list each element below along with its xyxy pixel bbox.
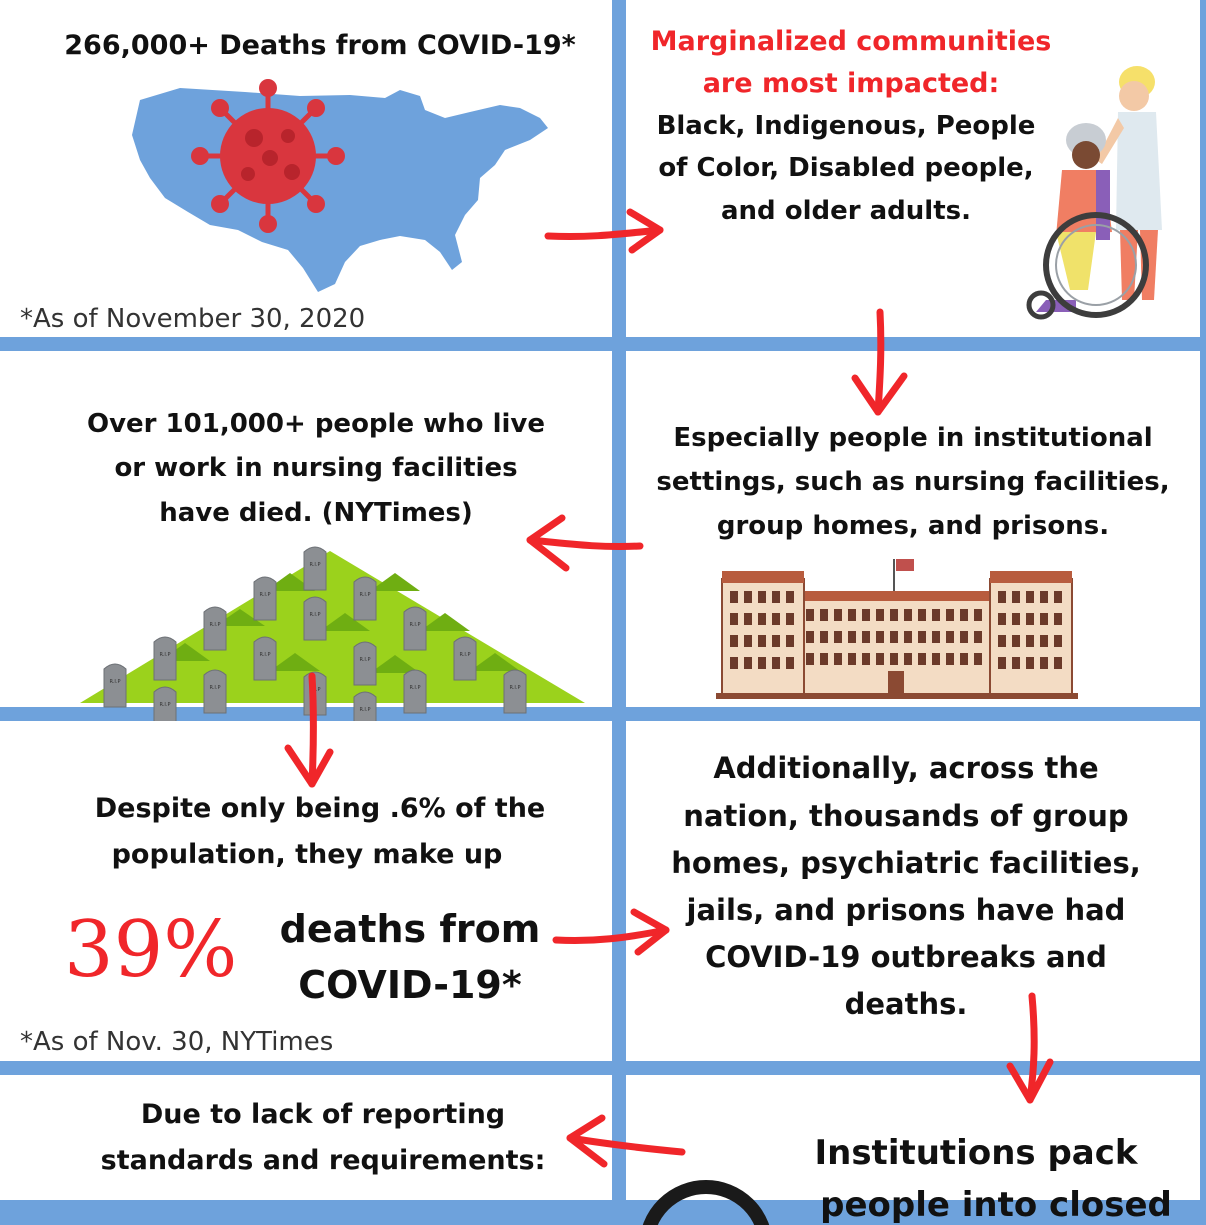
stat-line-1: deaths from: [279, 907, 541, 951]
panel8-line-2: people into closed: [820, 1185, 1172, 1225]
building-window: [820, 653, 828, 665]
tombstone: [454, 637, 476, 680]
tombstone: [304, 672, 326, 715]
tombstone: [404, 670, 426, 713]
panel6-line-1: Additionally, across the: [713, 751, 1099, 785]
tombstone: [254, 637, 276, 680]
building-window: [806, 653, 814, 665]
building-window: [806, 631, 814, 643]
panel2-body-2: of Color, Disabled people,: [658, 153, 1034, 183]
tombstone-grid: [0, 351, 612, 713]
building-window: [744, 613, 752, 625]
building-window: [834, 609, 842, 621]
building-window: [890, 653, 898, 665]
svg-text:R.I.P: R.I.P: [409, 622, 421, 628]
tombstone: [354, 577, 376, 620]
caregiver-wheelchair-illustration: [626, 0, 1200, 337]
building-window: [1012, 657, 1020, 669]
svg-text:R.I.P: R.I.P: [309, 612, 321, 618]
panel6-line-5: COVID-19 outbreaks and: [705, 940, 1107, 974]
panel6-line-2: nation, thousands of group: [683, 799, 1129, 833]
big-stat: 39%: [64, 905, 238, 995]
building-window: [1040, 657, 1048, 669]
panel-reporting: [0, 1075, 612, 1200]
building-window: [890, 631, 898, 643]
building-window: [1054, 613, 1062, 625]
building-window: [1026, 657, 1034, 669]
building-window: [786, 591, 794, 603]
panel6-line-4: jails, and prisons have had: [686, 893, 1126, 927]
building-window: [834, 653, 842, 665]
tombstone: [354, 642, 376, 685]
building-window: [932, 609, 940, 621]
building-window: [918, 653, 926, 665]
building-window: [918, 631, 926, 643]
building-window: [1026, 635, 1034, 647]
building-window: [946, 653, 954, 665]
building-window: [998, 591, 1006, 603]
svg-text:R.I.P: R.I.P: [259, 592, 271, 598]
building-window: [1054, 591, 1062, 603]
panel1-footnote: *As of November 30, 2020: [20, 304, 366, 334]
building-window: [744, 635, 752, 647]
svg-text:R.I.P: R.I.P: [359, 592, 371, 598]
building-window: [730, 613, 738, 625]
building-window: [1012, 635, 1020, 647]
panel8-line-1: Institutions pack: [814, 1133, 1138, 1173]
panel5-line-2: population, they make up: [111, 839, 503, 870]
panel2-body-3: and older adults.: [721, 196, 971, 226]
building-window: [758, 657, 766, 669]
panel3-line-1: Over 101,000+ people who live: [87, 409, 545, 439]
building-window: [876, 631, 884, 643]
building-window: [786, 613, 794, 625]
building-window: [772, 613, 780, 625]
svg-text:R.I.P: R.I.P: [209, 622, 221, 628]
building-window: [946, 609, 954, 621]
panel4-line-2: settings, such as nursing facilities,: [656, 467, 1170, 497]
building-window: [862, 631, 870, 643]
building-window: [946, 631, 954, 643]
building-window: [786, 635, 794, 647]
panel5-footnote: *As of Nov. 30, NYTimes: [20, 1027, 334, 1057]
building-window: [1026, 613, 1034, 625]
panel-nursing-deaths: [0, 351, 612, 713]
panel7-line-2: standards and requirements:: [100, 1145, 546, 1176]
tombstone: [504, 670, 526, 713]
building-window: [820, 631, 828, 643]
tombstone: [254, 577, 276, 620]
building-window: [862, 609, 870, 621]
building-window: [904, 609, 912, 621]
building-window: [904, 631, 912, 643]
svg-text:R.I.P: R.I.P: [359, 657, 371, 663]
building-window: [1040, 635, 1048, 647]
svg-text:R.I.P: R.I.P: [509, 685, 521, 691]
building-window: [960, 631, 968, 643]
tombstone: [204, 670, 226, 713]
panel6-line-3: homes, psychiatric facilities,: [671, 846, 1141, 880]
building-window: [876, 609, 884, 621]
tombstone: [404, 607, 426, 650]
svg-text:R.I.P: R.I.P: [109, 679, 121, 685]
virus-icon: [191, 79, 345, 233]
panel-outbreaks: [626, 721, 1200, 1061]
tombstone: [154, 637, 176, 680]
building-window: [1040, 613, 1048, 625]
panel-institutional: [626, 351, 1200, 707]
building-window: [918, 609, 926, 621]
panel-institutions-pack: [626, 1075, 1200, 1225]
tombstone: [104, 664, 126, 707]
panel4-line-1: Especially people in institutional: [673, 423, 1153, 453]
panel2-headline-1: Marginalized communities: [650, 26, 1052, 57]
building-window: [876, 653, 884, 665]
building-window: [834, 631, 842, 643]
building-window: [960, 609, 968, 621]
building-window: [1026, 591, 1034, 603]
building-window: [744, 657, 752, 669]
svg-text:R.I.P: R.I.P: [309, 562, 321, 568]
building-window: [960, 653, 968, 665]
panel3-line-3: have died. (NYTimes): [159, 498, 473, 528]
svg-text:R.I.P: R.I.P: [459, 652, 471, 658]
circle-icon: [626, 1075, 1200, 1200]
panel-deaths-total: [0, 0, 612, 337]
building-window: [1012, 591, 1020, 603]
building-window: [998, 657, 1006, 669]
building-window: [758, 613, 766, 625]
building-window: [744, 591, 752, 603]
building-window: [758, 635, 766, 647]
building-window: [786, 657, 794, 669]
building-window: [806, 609, 814, 621]
panel2-body-1: Black, Indigenous, People: [656, 111, 1036, 141]
building-window: [974, 609, 982, 621]
panel-percentage: [0, 721, 612, 1061]
building-window: [848, 631, 856, 643]
building-window: [730, 591, 738, 603]
tombstone: [304, 597, 326, 640]
building-window: [772, 635, 780, 647]
building-window: [730, 657, 738, 669]
panel3-line-2: or work in nursing facilities: [114, 453, 518, 483]
building-window: [730, 635, 738, 647]
building-window: [1012, 613, 1020, 625]
svg-text:R.I.P: R.I.P: [159, 702, 171, 708]
building-window: [890, 609, 898, 621]
building-window: [998, 635, 1006, 647]
building-window: [862, 653, 870, 665]
building-window: [974, 631, 982, 643]
svg-text:R.I.P: R.I.P: [359, 707, 371, 713]
panel6-line-6: deaths.: [844, 987, 968, 1021]
svg-text:R.I.P: R.I.P: [309, 687, 321, 693]
building-window: [932, 631, 940, 643]
building-window: [848, 609, 856, 621]
building-window: [772, 591, 780, 603]
panel4-line-3: group homes, and prisons.: [716, 511, 1110, 541]
svg-text:R.I.P: R.I.P: [409, 685, 421, 691]
building-window: [1054, 635, 1062, 647]
tombstone: [304, 547, 326, 590]
building-window: [848, 653, 856, 665]
panel-marginalized: [626, 0, 1200, 337]
svg-text:R.I.P: R.I.P: [209, 685, 221, 691]
building-window: [758, 591, 766, 603]
stat-line-2: COVID-19*: [298, 963, 522, 1007]
svg-text:R.I.P: R.I.P: [159, 652, 171, 658]
panel5-line-1: Despite only being .6% of the: [94, 793, 546, 824]
building-window: [998, 613, 1006, 625]
building-window: [772, 657, 780, 669]
building-window: [932, 653, 940, 665]
building-window: [1054, 657, 1062, 669]
building-windows: [626, 351, 1200, 707]
panel2-headline-2: are most impacted:: [702, 68, 1000, 99]
us-map-shape: [132, 88, 548, 292]
panel7-line-1: Due to lack of reporting: [140, 1099, 506, 1130]
panel1-title: 266,000+ Deaths from COVID-19*: [64, 30, 576, 61]
building-window: [820, 609, 828, 621]
building-window: [1040, 591, 1048, 603]
us-map-illustration: [0, 0, 612, 337]
building-window: [904, 653, 912, 665]
building-window: [974, 653, 982, 665]
tombstone: [204, 607, 226, 650]
svg-text:R.I.P: R.I.P: [259, 652, 271, 658]
